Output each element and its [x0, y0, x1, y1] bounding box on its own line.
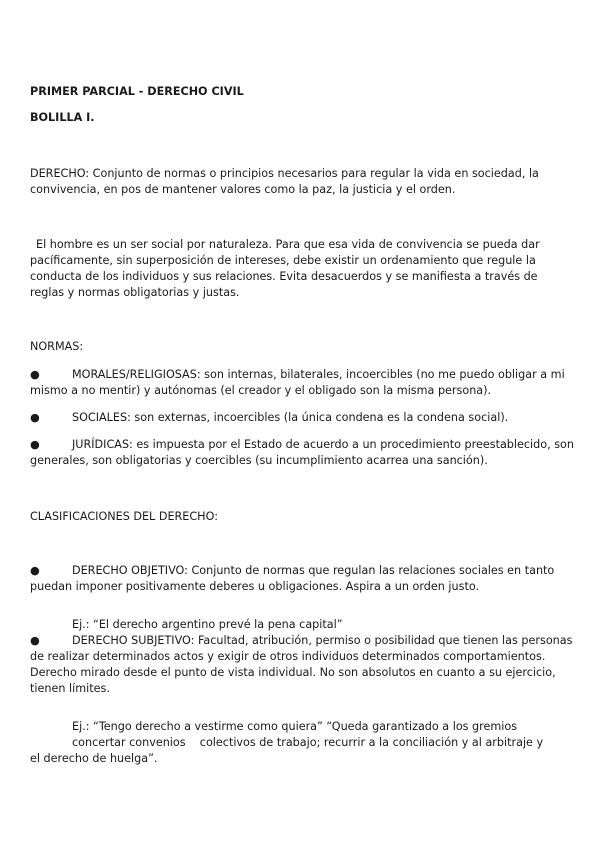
bullet-icon: ● [30, 634, 40, 647]
example-text: Ej.: “El derecho argentino prevé la pena capital” [72, 618, 343, 632]
norma-text: MORALES/RELIGIOSAS: son internas, bilaterales, incoercibles (no me puedo obligar a mi mismo a no mentir) y autónomas (el creador y el obligado son la misma persona). [30, 368, 565, 397]
bullet-icon: ● [30, 564, 40, 577]
document-title: PRIMER PARCIAL - DERECHO CIVIL [30, 85, 244, 98]
norma-text: SOCIALES: son externas, incoercibles (la única condena es la condena social). [72, 411, 509, 424]
example-continuation: el derecho de huelga”. [30, 752, 158, 765]
list-item [30, 563, 575, 595]
bullet-icon: ● [30, 368, 40, 381]
clasificaciones-heading: CLASIFICACIONES DEL DERECHO: [30, 510, 218, 523]
list-item [30, 633, 575, 697]
clasificacion-text: DERECHO SUBJETIVO: Facultad, atribución, permiso o posibilidad que tienen las personas de realizar determinados actos y exigir de otros individuos determinados comportamientos. Derecho mirado desde el punto de vista individual. No son absolutos en cuanto a su ejercicio, tienen límites. [30, 634, 573, 695]
intro-paragraph: El hombre es un ser social por naturaleza. Para que esa vida de convivencia se pueda dar pacíficamente, sin superposición de intereses, debe existir un ordenamiento que regule la conducta de los individuos y sus relaciones. Evita desacuerdos y se manifiesta a través de reglas y normas obligatorias y justas. [30, 238, 540, 299]
clasificacion-text: DERECHO OBJETIVO: Conjunto de normas que regulan las relaciones sociales en tanto puedan imponer positivamente deberes u obligaciones. Aspira a un orden justo. [30, 564, 555, 593]
list-item [30, 367, 575, 399]
list-item [30, 437, 575, 469]
list-item [30, 410, 575, 426]
bullet-icon: ● [30, 438, 40, 451]
definition-paragraph: DERECHO: Conjunto de normas o principios necesarios para regular la vida en sociedad, la convivencia, en pos de mantener valores como la paz, la justicia y el orden. [30, 167, 539, 196]
normas-heading: NORMAS: [30, 340, 84, 353]
example-text: Ej.: “Tengo derecho a vestirme como quiera” “Queda garantizado a los gremios concertar convenios colectivos de trabajo; recurrir a la conciliación y al arbitraje y [72, 720, 544, 750]
norma-text: JURÍDICAS: es impuesta por el Estado de acuerdo a un procedimiento preestablecido, son generales, son obligatorias y coercibles (su incumplimiento acarrea una sanción). [30, 438, 574, 467]
section-subtitle: BOLILLA I. [30, 111, 95, 124]
bullet-icon: ● [30, 411, 40, 424]
